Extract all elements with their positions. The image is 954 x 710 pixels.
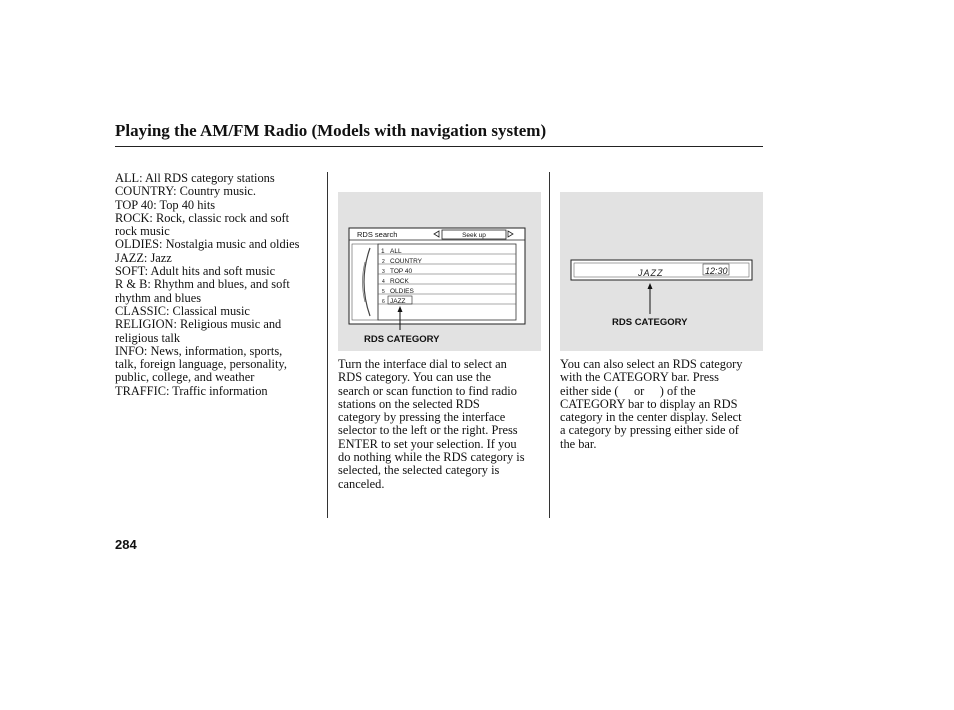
text-line: religious talk xyxy=(115,330,181,345)
center-display-illustration xyxy=(560,192,763,351)
text-line: CATEGORY bar to display an RDS xyxy=(560,396,738,411)
text-line: a category by pressing either side of xyxy=(560,423,739,438)
text-line: OLDIES: Nostalgia music and oldies xyxy=(115,237,300,252)
rds-category-callout: RDS CATEGORY xyxy=(612,317,688,328)
text-line: do nothing while the RDS category is xyxy=(338,450,525,465)
list-item-number: 5 xyxy=(382,289,385,295)
text-line: the bar. xyxy=(560,436,597,451)
column-divider-left xyxy=(327,172,328,518)
category-definitions xyxy=(115,172,320,398)
list-item-number: 6 xyxy=(382,299,385,305)
list-item-label: JAZZ xyxy=(390,298,406,305)
text-line: R & B: Rhythm and blues, and soft xyxy=(115,277,290,292)
page-number: 284 xyxy=(115,537,137,552)
text-line: ROCK: Rock, classic rock and soft xyxy=(115,210,290,225)
text-line: talk, foreign language, personality, xyxy=(115,357,287,372)
display-category: JAZZ xyxy=(638,268,664,278)
list-item-label: ALL xyxy=(390,248,402,255)
text-line: COUNTRY: Country music. xyxy=(115,184,257,199)
rds-category-callout: RDS CATEGORY xyxy=(364,334,440,345)
text-line: either side ( or ) of the xyxy=(560,383,696,398)
page-title: Playing the AM/FM Radio (Models with navigation system) xyxy=(115,121,547,140)
list-item-number: 3 xyxy=(382,269,385,275)
text-line: category by pressing the interface xyxy=(338,410,506,425)
rds-search-figure xyxy=(338,192,541,351)
display-time: 12:30 xyxy=(705,266,728,276)
text-line: Turn the interface dial to select an xyxy=(338,357,507,371)
text-line: CLASSIC: Classical music xyxy=(115,303,250,318)
text-line: RELIGION: Religious music and xyxy=(115,317,282,332)
callout-arrow-icon xyxy=(648,283,653,289)
list-item-number: 4 xyxy=(382,279,385,285)
text-line: rhythm and blues xyxy=(115,290,202,305)
text-line: selected, the selected category is xyxy=(338,463,500,478)
category-bar-instructions xyxy=(560,358,764,451)
text-line: ENTER to set your selection. If you xyxy=(338,436,517,451)
text-line: selector to the left or the right. Press xyxy=(338,423,518,438)
text-line: rock music xyxy=(115,224,170,239)
text-line: category in the center display. Select xyxy=(560,410,742,425)
list-item-label: COUNTRY xyxy=(390,258,423,265)
text-line: INFO: News, information, sports, xyxy=(115,343,283,358)
interface-dial-instructions xyxy=(338,358,542,491)
list-item-label: TOP 40 xyxy=(390,268,413,275)
column-divider-right xyxy=(549,172,550,518)
text-line: TOP 40: Top 40 hits xyxy=(115,197,216,212)
text-line: stations on the selected RDS xyxy=(338,396,480,411)
text-line: with the CATEGORY bar. Press xyxy=(560,370,719,385)
text-line: SOFT: Adult hits and soft music xyxy=(115,264,276,279)
text-line: JAZZ: Jazz xyxy=(115,250,172,265)
screen-title: RDS search xyxy=(357,230,398,239)
list-item-label: ROCK xyxy=(390,278,409,285)
text-line: RDS category. You can use the xyxy=(338,370,492,385)
title-rule xyxy=(115,146,763,147)
list-item-number: 2 xyxy=(382,259,385,265)
text-line: search or scan function to find radio xyxy=(338,383,517,398)
text-line: ALL: All RDS category stations xyxy=(115,171,275,185)
list-item-number: 1 xyxy=(381,248,385,255)
text-line: canceled. xyxy=(338,476,385,491)
rds-search-illustration xyxy=(338,192,541,351)
category-bar-figure xyxy=(560,192,763,351)
list-item-label: OLDIES xyxy=(390,288,414,295)
text-line: You can also select an RDS category xyxy=(560,357,743,371)
text-line: TRAFFIC: Traffic information xyxy=(115,383,268,398)
seek-up-label: Seek up xyxy=(462,232,486,239)
text-line: public, college, and weather xyxy=(115,370,255,385)
